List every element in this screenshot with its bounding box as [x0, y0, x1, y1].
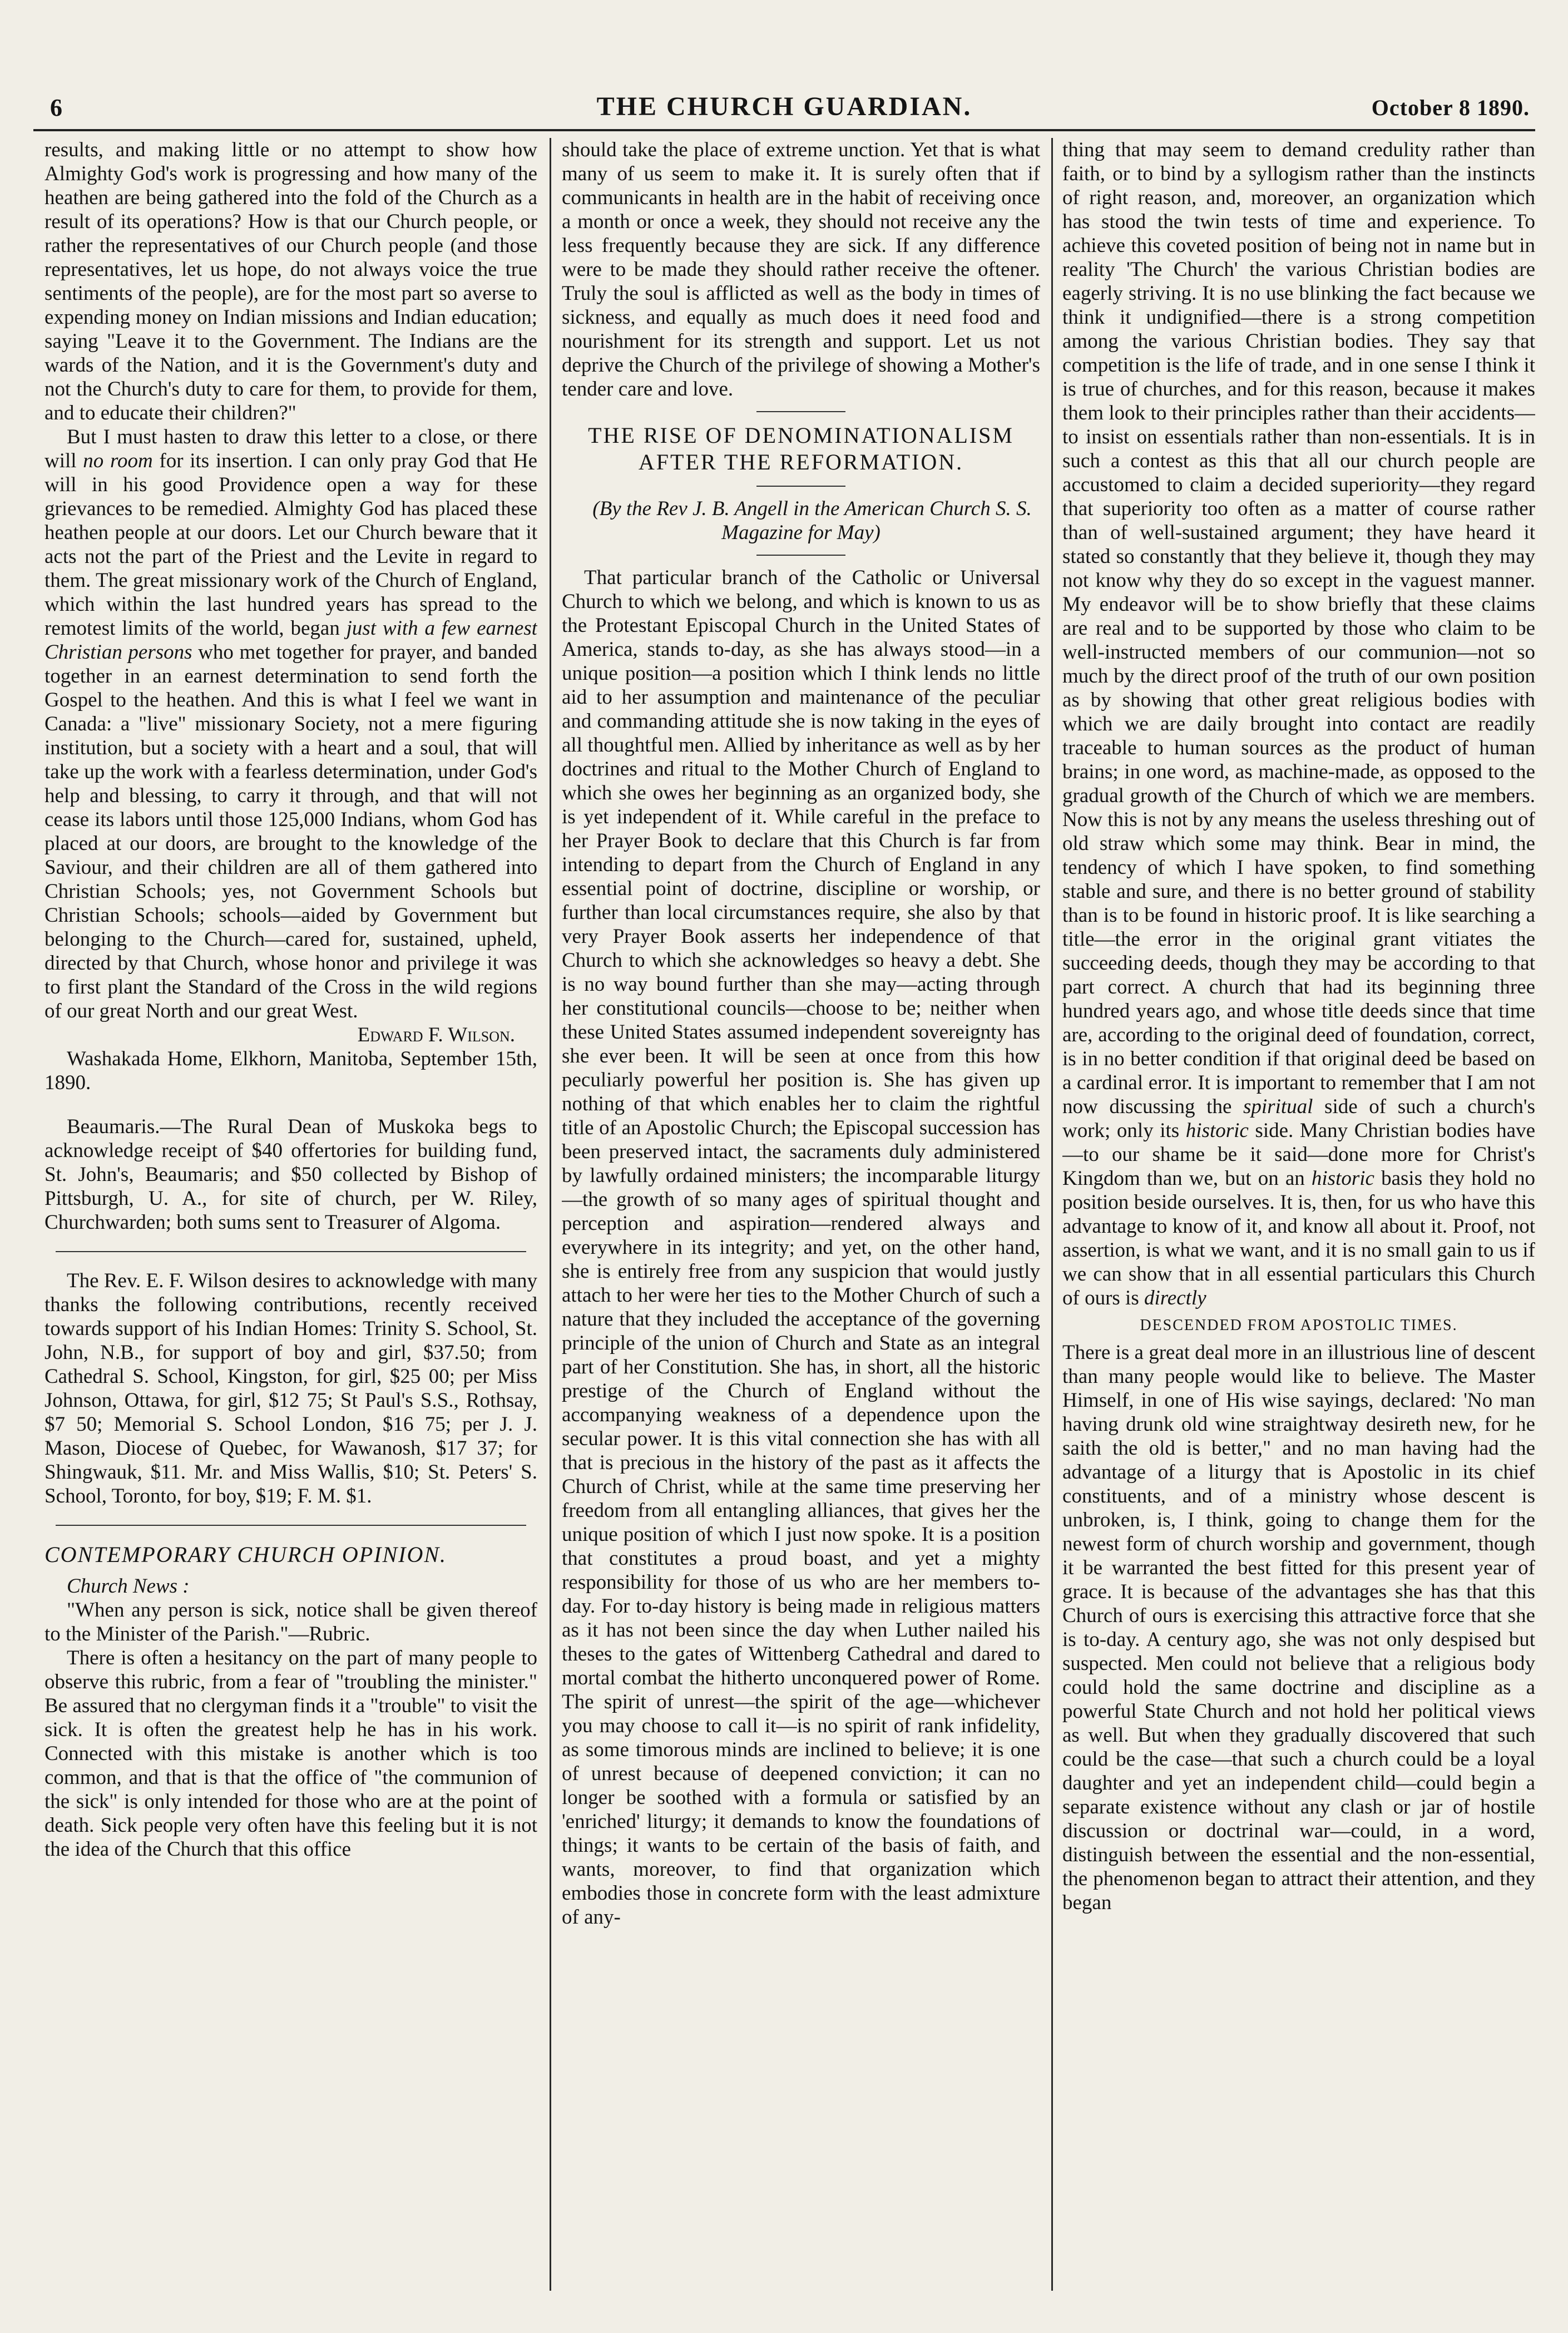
- article-byline: (By the Rev J. B. Angell in the American Church S. S. Magazine for May): [592, 497, 1032, 544]
- paragraph: There is often a hesitancy on the part of many people to observe this rubric, from a fear of "troubling the minister." Be assured that no clergyman finds it a "trouble" to visit the sick. It is often the greatest help he has in his work. Connected with this mistake is another which is too common, and that is that the office of "the communion of the sick" is only intended for those who are at the point of death. Sick people very often have this feeling but it is not the idea of the Church that this office: [44, 1647, 537, 1861]
- article-title: THE RISE OF DENOMINATIONALISM AFTER THE REFORMATION.: [588, 423, 1014, 474]
- column-divider: [1051, 138, 1053, 2291]
- paragraph: should take the place of extreme unction. Yet that is what many of us seem to make it. It is surely often that if communicants in health are in the habit of receiving once a month or once a week, they should not receive any the less frequently because they are sick. If any difference were to be made they should rather receive the oftener. Truly the soul is afflicted as well as the body in times of sickness, and equally as much does it need food and nourishment for its strength and support. Let us not deprive the Church of the privilege of showing a Mother's tender care and love.: [562, 139, 1040, 401]
- separator: [756, 486, 845, 487]
- source-label: Church News :: [67, 1575, 190, 1598]
- separator: [56, 1525, 526, 1526]
- notice-wilson: The Rev. E. F. Wilson desires to acknowledge with many thanks the following contributions, recently received towards support of his Indian Homes: Trinity S. School, St. John, N.B., for support of boy and girl, $37.50; from Cathedral S. School, Kingston, for girl, $25 00; per Miss Johnson, Ottawa, for girl, $12 75; St Paul's S.S., Rothsay, $7 50; Memorial S. School London, $16 75; per J. J. Mason, Diocese of Quebec, for Wawanosh, $17 37; for Shingwauk, $11. Mr. and Miss Wallis, $10; St. Peters' S. School, Toronto, for boy, $19; F. M. $1.: [44, 1269, 537, 1507]
- section-title: CONTEMPORARY CHURCH OPINION.: [44, 1542, 447, 1567]
- column-1: [44, 138, 537, 2291]
- issue-date: October 8 1890.: [1371, 95, 1530, 120]
- paragraph: But I must hasten to draw this letter to a close, or there will no room for its insertion. I can only pray God that He will in his good Providence open a way for these grievances to be remedied. Almighty God has placed these heathen people at our doors. Let our Church beware that it acts not the part of the Priest and the Levite in regard to them. The great missionary work of the Church of England, which within the last hundred years has spread to the remotest limits of the world, began just with a few earnest Christian persons who met together for prayer, and banded together in an earnest determination to send forth the Gospel to the heathen. And this is what I feel we want in Canada: a "live" missionary Society, not a mere figuring institution, but a society with a heart and a soul, that will take up the work with a fearless determination, under God's help and blessing, to carry it through, and that will not cease its labors until those 125,000 Indians, whom God has placed at our doors, are brought to the knowledge of the Saviour, and their children are all of them gathered into Christian Schools; yes, not Government Schools but Christian Schools; schools—aided by Government but belonging to the Church—cared for, sustained, upheld, directed by that Church, whose honor and privilege it was to first plant the Standard of the Cross in the wild regions of our great North and our great West.: [44, 426, 537, 1022]
- subheading: DESCENDED FROM APOSTOLIC TIMES.: [1140, 1317, 1458, 1334]
- page-header: [33, 91, 1535, 127]
- address-line: Washakada Home, Elkhorn, Manitoba, September 15th, 1890.: [44, 1047, 537, 1094]
- notice-beaumaris: Beaumaris.—The Rural Dean of Muskoka begs to acknowledge receipt of $40 offertories for building fund, St. John's, Beaumaris; and $50 collected by Bishop of Pittsburgh, U. A., for site of church, per W. Riley, Churchwarden; both sums sent to Treasurer of Algoma.: [44, 1115, 537, 1234]
- paragraph: thing that may seem to demand credulity rather than faith, or to bind by a syllogism rather than the instincts of right reason, and, moreover, an organization which has stood the twin tests of time and experience. To achieve this coveted position of being not in name but in reality 'The Church' the various Christian bodies are eagerly striving. It is no use blinking the fact because we think it undignified—there is a strong competition among the various Christian bodies. They say that competition is the life of trade, and in one sense I think it is true of churches, and for this reason, because it makes them look to their principles rather than their accidents—to insist on essentials rather than non-essentials. It is in such a contest as this that all our church people are accustomed to claim a decided superiority—they regard that superiority too often as a matter of course rather than of well-sustained argument; they have heard it stated so constantly that they believe it, though they may not know why they do so except in the vaguest manner. My endeavor will be to show briefly that these claims are real and to be supported by those who claim to be well-instructed members of our communion—not so much by the direct proof of the truth of our own position as by showing that other great religious bodies with which we are daily brought into contact are readily traceable to human sources as the product of human brains; in one word, as machine-made, as opposed to the gradual growth of the Church of which we are members. Now this is not by any means the useless threshing out of old straw which some may think. Bear in mind, the tendency of which I have spoken, to find something stable and sure, and there is no better ground of stability than is to be found in historic proof. It is like searching a title—the error in the original grant vitiates the succeeding deeds, though they may be according to that part correct. A church that had its beginning three hundred years ago, and whose title deeds since that time are, according to the original deed of foundation, correct, is in no better condition if that original deed be based on a cardinal error. It is important to remember that I am not now discussing the spiritual side of such a church's work; only its historic side. Many Christian bodies have—to our shame be it said—done more for Christ's Kingdom than we, but on an historic basis they hold no position beside ourselves. It is, then, for us who have this advantage to know of it, and know all about it. Proof, not assertion, is what we want, and it is no small gain to us if we can show that in all essential particulars this Church of ours is directly: [1062, 139, 1535, 1309]
- header-rule: [33, 129, 1535, 131]
- masthead-title: THE CHURCH GUARDIAN.: [596, 92, 972, 121]
- separator: [756, 411, 845, 412]
- column-2: [562, 138, 1040, 2291]
- column-divider: [550, 138, 551, 2291]
- paragraph: There is a great deal more in an illustrious line of descent than many people would like to believe. The Master Himself, in one of His wise sayings, declared: 'No man having drunk old wine straightway desireth new, for he saith the old is better," and no man having had the advantage of a liturgy that is Apostolic in its chief constituents, and of a ministry whose descent is unbroken, is, I think, going to change them for the newest form of church worship and government, though it be warranted the best fitted for this present year of grace. It is because of the advantages she has that this Church of ours is exercising this attractive force that she is to-day. A century ago, she was not only despised but suspected. Men could not believe that a religious body could hold the same doctrine and discipline as a powerful State Church and not hold her political views as well. But when they gradually discovered that such could be the case—that such a church could be a loyal daughter and yet an independent child—could begin a separate existence without any clash or jar of hostile discussion or doctrinal war—could, in a word, distinguish between the essential and the non-essential, the phenomenon began to attract their attention, and they began: [1062, 1341, 1535, 1914]
- separator: [756, 555, 845, 556]
- rubric-quote: "When any person is sick, notice shall be given thereof to the Minister of the Parish."—Rubric.: [44, 1599, 537, 1645]
- column-3: [1062, 138, 1535, 2291]
- paragraph: results, and making little or no attempt to show how Almighty God's work is progressing and how many of the heathen are being gathered into the fold of the Church as a result of its operations? How is that our Church people, or rather the representatives of our Church people (and those representatives, let us hope, do not always voice the true sentiments of the people), are for the most part so averse to expending money on Indian missions and Indian education; saying "Leave it to the Government. The Indians are the wards of the Nation, and it is the Government's duty and not the Church's duty to care for them, to provide for them, and to educate their children?": [44, 139, 537, 424]
- page-number: 6: [50, 94, 62, 121]
- signature: Edward F. Wilson.: [357, 1024, 515, 1046]
- paragraph: That particular branch of the Catholic or Universal Church to which we belong, and which is known to us as the Protestant Episcopal Church in the United States of America, stands to-day, as she has always stood—in a unique position—a position which I think lends no little aid to her assumption and maintenance of the peculiar and commanding attitude she is now taking in the eyes of all thoughtful men. Allied by inheritance as well as by her doctrines and ritual to the Mother Church of England to which she owes her beginning as an organized body, she is yet independent of it. While careful in the preface to her Prayer Book to declare that this Church is far from intending to depart from the Church of England in any essential point of doctrine, discipline or worship, or further than local circumstances require, she also by that very Prayer Book asserts her independence of that Church to which she acknowledges so heavy a debt. She is no way bound further than she may—acting through her constitutional councils—choose to be; neither when these United States assumed independent sovereignty has she ever been. It will be seen at once from this how peculiarly powerful her position is. She has given up nothing of that which enables her to claim the rightful title of an Apostolic Church; the Episcopal succession has been preserved intact, the sacraments duly administered by lawfully ordained ministers; the incomparable liturgy—the growth of so many ages of spiritual thought and perception and aspiration—rendered always and everywhere in its integrity; and yet, on the other hand, she is entirely free from any suspicion that would justly attach to her were her ties to the Mother Church of such a nature that they included the acceptance of the governing principle of the union of Church and State as an integral part of her Constitution. She has, in short, all the historic prestige of the Church of England without the accompanying weakness of a dependence upon the secular power. It is this vital connection she has with all that is precious in the history of the past as it affects the Church of Christ, while at the same time preserving her freedom from all entangling alliances, that gives her the unique position of which I just now spoke. It is a position that constitutes a proud boast, and yet a mighty responsibility for those of us who are her members to-day. For to-day history is being made in religious matters as it has not been since the day when Luther nailed his theses to the gates of Wittenberg Cathedral and dared to mortal combat the hitherto unconquered power of Rome. The spirit of unrest—the spirit of the age—whichever you may choose to call it—is no spirit of rank infidelity, as some timorous minds are inclined to believe; it is one of unrest because of deepened conviction; it can no longer be soothed with a formula or satisfied by an 'enriched' liturgy; it demands to know the foundations of things; it wants to be certain of the basis of faith, and wants, moreover, to find that organization which embodies those in concrete form with the least admixture of any-: [562, 566, 1040, 1929]
- separator: [56, 1251, 526, 1252]
